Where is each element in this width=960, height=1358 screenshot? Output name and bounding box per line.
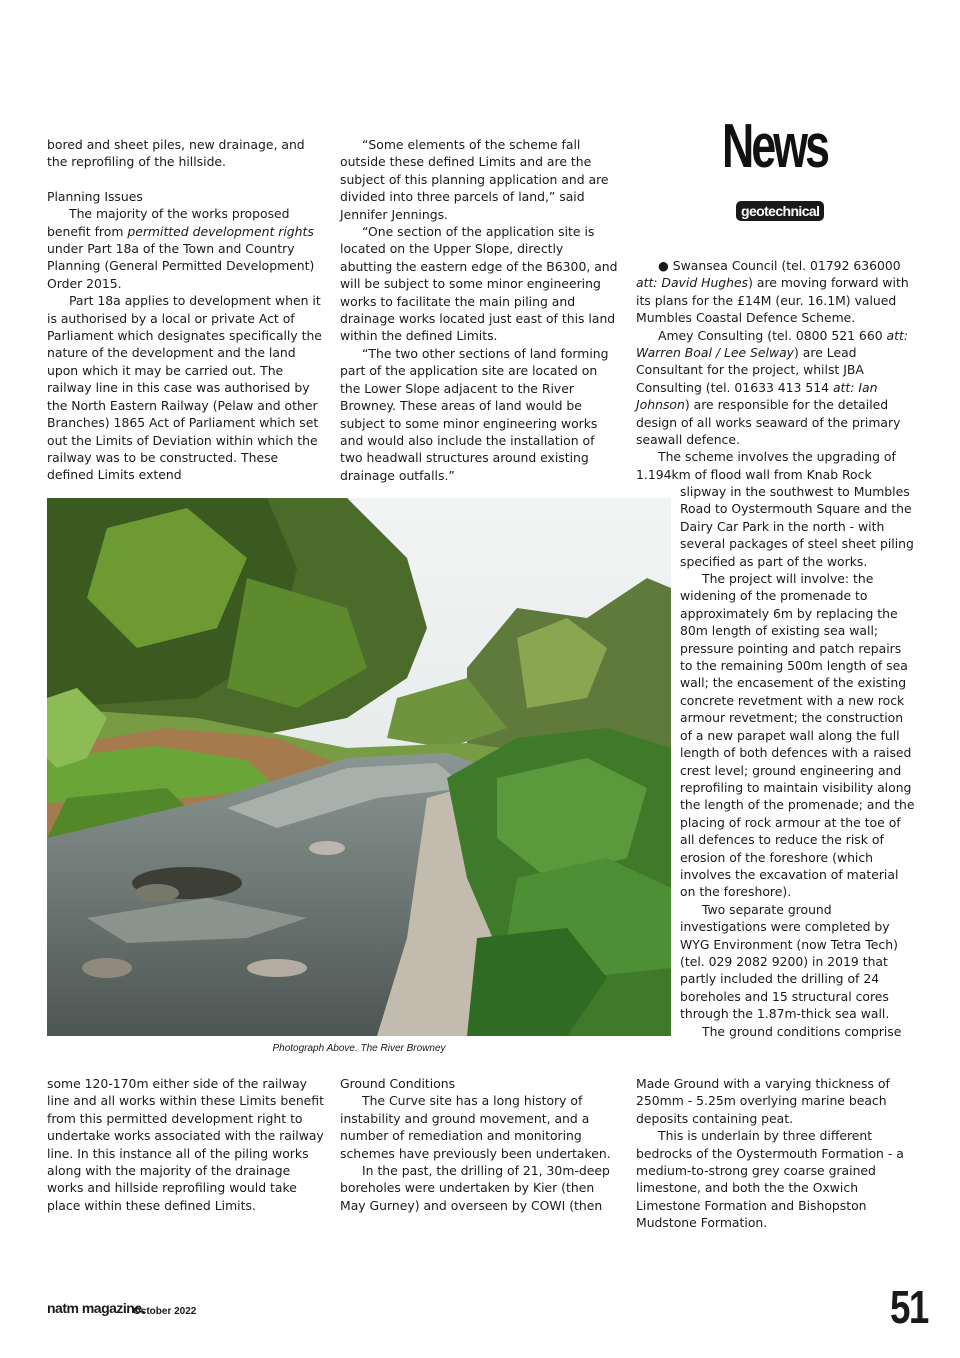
column-2-lower — [340, 1075, 618, 1214]
paragraph: some 120-170m either side of the railway line and all works within these Limits benefit from this permitted development right to undertake works associated with the railway line. In this instance all of the piling works along with the majority of the drainage works and hillside reprofiling would take place within these defined Limits. — [47, 1076, 324, 1213]
column-2-upper — [340, 136, 618, 484]
section-title: News — [722, 112, 828, 181]
paragraph: The project will involve: the widening of the promenade to approximately 6m by replacing the 80m length of existing sea wall; pressure pointing and patch repairs to the remaining 500m length of sea wall; the encasement of the existing concrete revetment with a new rock armour revetment; the construction of a new parapet wall along the full length of both defences with a raised crest level; ground engineering and reprofiling to maintain visibility along the length of the promenade; and the placing of rock armour at the toe of all defences to reduce the risk of erosion of the foreshore (which involves the excavation of material on the foreshore). — [680, 571, 915, 900]
paragraph: slipway in the southwest to Mumbles Road to Oystermouth Square and the Dairy Car Park in the north - with several packages of steel sheet piling specified as part of the works. — [680, 484, 914, 569]
bullet: ● — [658, 258, 669, 273]
subheading: Planning Issues — [47, 188, 143, 204]
issue-date: October 2022 — [133, 1306, 197, 1317]
paragraph: In the past, the drilling of 21, 30m-deep boreholes were undertaken by Kier (then May Gurney) and overseen by COWI (then — [340, 1163, 610, 1213]
column-3-narrow — [680, 483, 915, 1040]
paragraph: bored and sheet piles, new drainage, and the reprofiling of the hillside. — [47, 137, 305, 170]
paragraph: “Some elements of the scheme fall outside these defined Limits and are the subject of this planning application and are divided into three parcels of land,” said Jennifer Jennings. — [340, 137, 609, 222]
paragraph: Amey Consulting (tel. 0800 521 660 att: Warren Boal / Lee Selway) are Lead Consultant for the project, whilst JBA Consulting (tel. 01633 413 514 att: Ian Johnson) are responsible for the detailed design of all works seaward of the primary seawall defence. — [636, 327, 909, 448]
category-badge: geotechnical — [736, 201, 824, 221]
paragraph: “One section of the application site is located on the Upper Slope, directly abutting the eastern edge of the B6300, and will be subject to some minor engineering works to facilitate the main piling and drainage works located just east of this land within the defined Limits. — [340, 224, 618, 344]
column-3-top — [636, 257, 915, 483]
column-1-upper — [47, 136, 327, 484]
photo-caption: Photograph Above. The River Browney — [272, 1043, 446, 1054]
page-number: 51 — [890, 1281, 928, 1333]
paragraph: Two separate ground investigations were completed by WYG Environment (now Tetra Tech) (tel. 029 2082 9200) in 2019 that partly included the drilling of 24 boreholes and 15 structural cores through the 1.87m-thick sea wall. — [680, 901, 898, 1022]
paragraph: The scheme involves the upgrading of 1.194km of flood wall from Knab Rock — [636, 449, 896, 482]
paragraph: The Curve site has a long history of instability and ground movement, and a number of remediation and monitoring schemes have previously been undertaken. — [340, 1093, 611, 1161]
paragraph: Part 18a applies to development when it is authorised by a local or private Act of Parliament which designates specifically the nature of the development and the land upon which it may be carried out. The railway line in this case was authorised by the North Eastern Railway (Pelaw and other Branches) 1865 Act of Parliament which set out the Limits of Deviation within which the railway was to be constructed. These defined Limits extend — [47, 293, 322, 483]
column-3-bottom — [636, 1075, 915, 1232]
magazine-name: natm magazine. — [47, 1300, 146, 1316]
paragraph: ● Swansea Council (tel. 01792 636000 att: David Hughes) are moving forward with its plans for the £14M (eur. 16.1M) valued Mumbles Coastal Defence Scheme. — [636, 258, 909, 326]
river-photograph — [47, 498, 671, 1036]
subheading: Ground Conditions — [340, 1076, 456, 1091]
paragraph: The ground conditions comprise — [702, 1023, 902, 1039]
paragraph: Made Ground with a varying thickness of 250mm - 5.25m overlying marine beach deposits containing peat. — [636, 1076, 890, 1126]
paragraph: “The two other sections of land forming part of the application site are located on the Lower Slope adjacent to the River Browney. These areas of land would be subject to some minor engineering works and would also include the installation of two headwall structures around existing drainage outfalls.” — [340, 345, 609, 483]
paragraph: This is underlain by three different bedrocks of the Oystermouth Formation - a medium-to-strong grey coarse grained limestone, and both the the Oxwich Limestone Formation and Bishopston Mudstone Formation. — [636, 1128, 904, 1231]
paragraph: The majority of the works proposed benefit from permitted development rights under Part 18a of the Town and Country Planning (General Permitted Development) Order 2015. — [47, 206, 315, 291]
column-1-lower — [47, 1075, 327, 1214]
